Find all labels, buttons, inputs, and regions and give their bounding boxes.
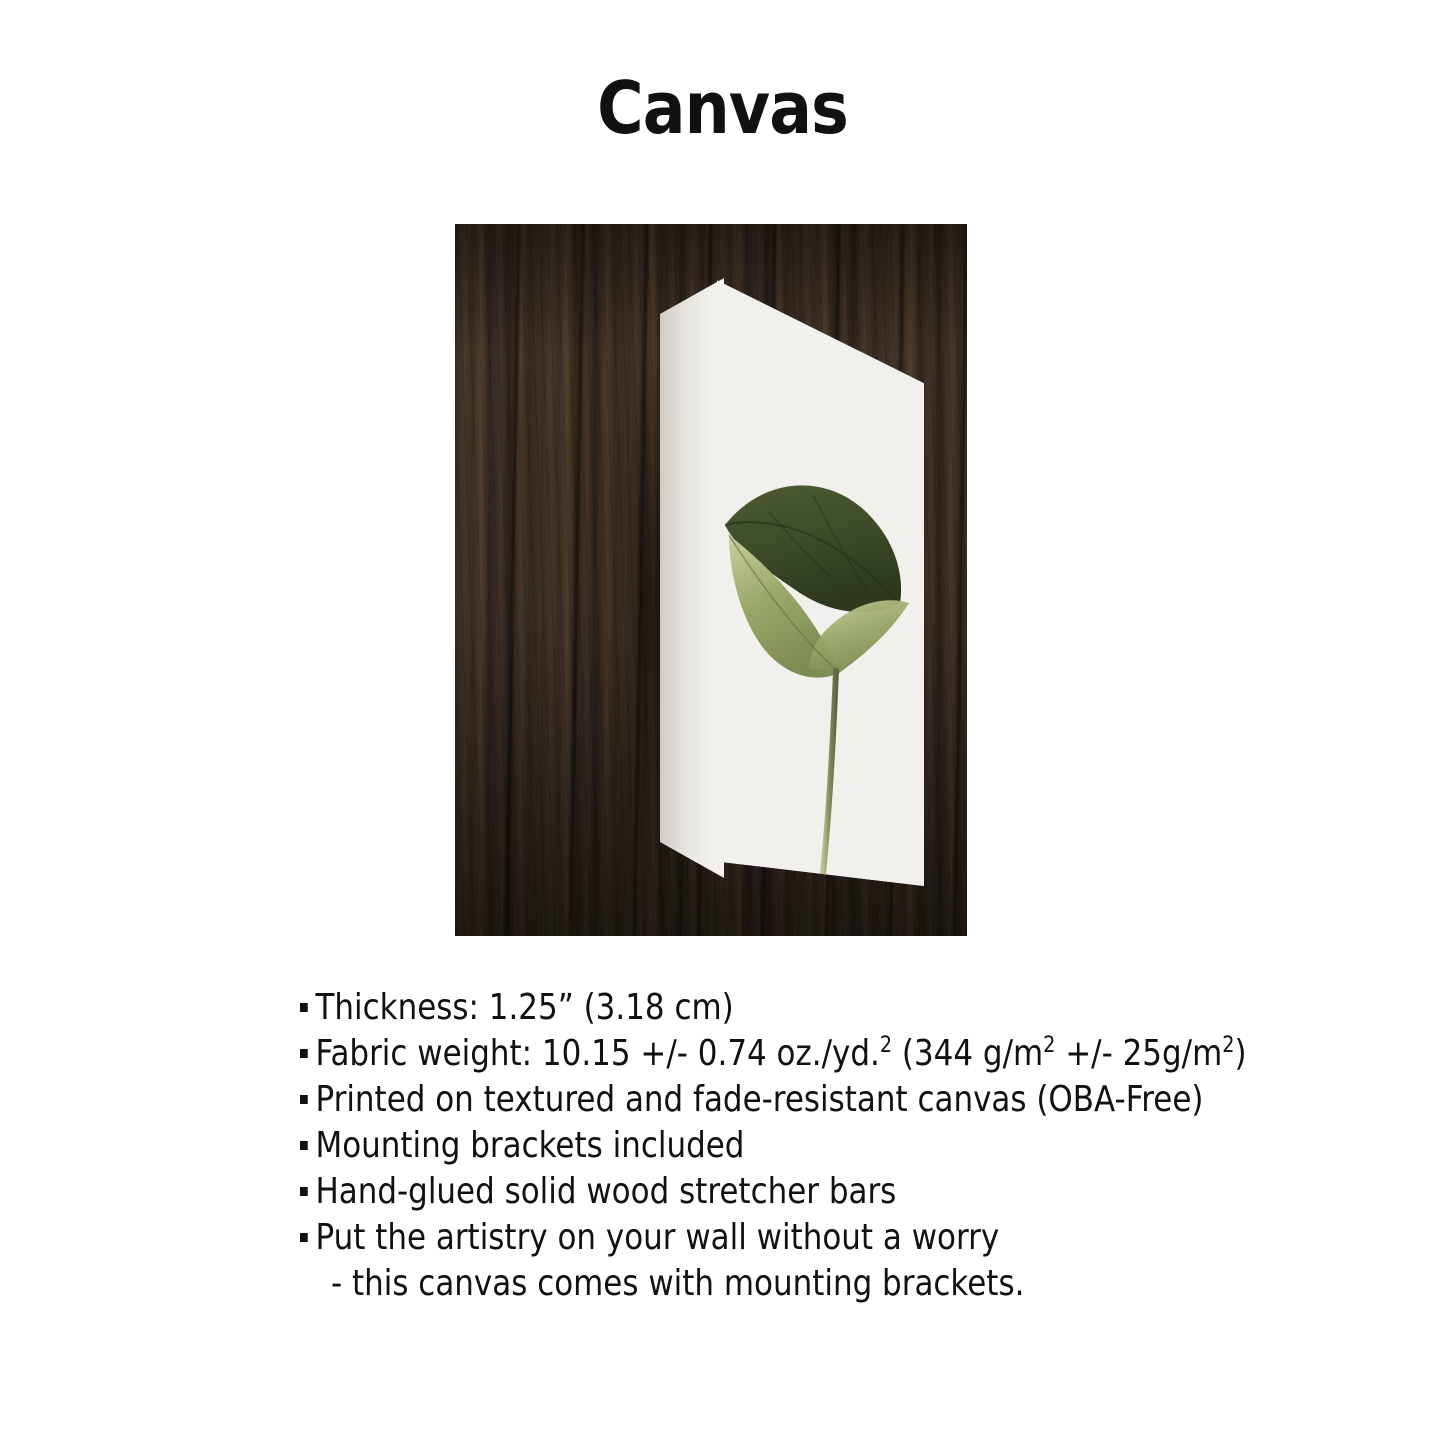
canvas-depth-edge bbox=[660, 278, 724, 878]
spec-thickness-text: Thickness: 1.25” (3.18 cm) bbox=[315, 987, 734, 1028]
bullet-icon bbox=[300, 1049, 308, 1058]
list-item bbox=[300, 985, 1169, 1031]
list-item bbox=[300, 1169, 1169, 1215]
bullet-icon bbox=[300, 1095, 308, 1104]
bullet-icon bbox=[300, 1141, 308, 1150]
page-title: Canvas bbox=[597, 66, 848, 150]
list-item bbox=[300, 1077, 1204, 1123]
spec-fabric-weight-text: Fabric weight: 10.15 +/- 0.74 oz./yd.$^2$ (344 $g/m^2$ +/- $25g/m^2$) bbox=[315, 1032, 1247, 1075]
list-item bbox=[300, 1215, 1169, 1261]
spec-mounting-brackets-text: Mounting brackets included bbox=[315, 1125, 745, 1167]
spec-stretcher-bars-text: Hand-glued solid wood stretcher bars bbox=[315, 1171, 897, 1213]
bullet-icon bbox=[300, 1187, 308, 1196]
list-item bbox=[300, 1031, 1247, 1077]
spec-artistry-text: Put the artistry on your wall without a worry bbox=[315, 1217, 1000, 1259]
spec-printed-canvas-text: Printed on textured and fade-resistant canvas (OBA-Free) bbox=[315, 1079, 1204, 1121]
spec-artistry-continuation: - this canvas comes with mounting brackets. bbox=[330, 1263, 1025, 1305]
spec-list bbox=[300, 985, 1310, 1308]
list-item bbox=[300, 1123, 1169, 1169]
product-image bbox=[455, 224, 967, 936]
bullet-icon bbox=[300, 1233, 308, 1242]
bullet-icon bbox=[300, 1003, 308, 1012]
